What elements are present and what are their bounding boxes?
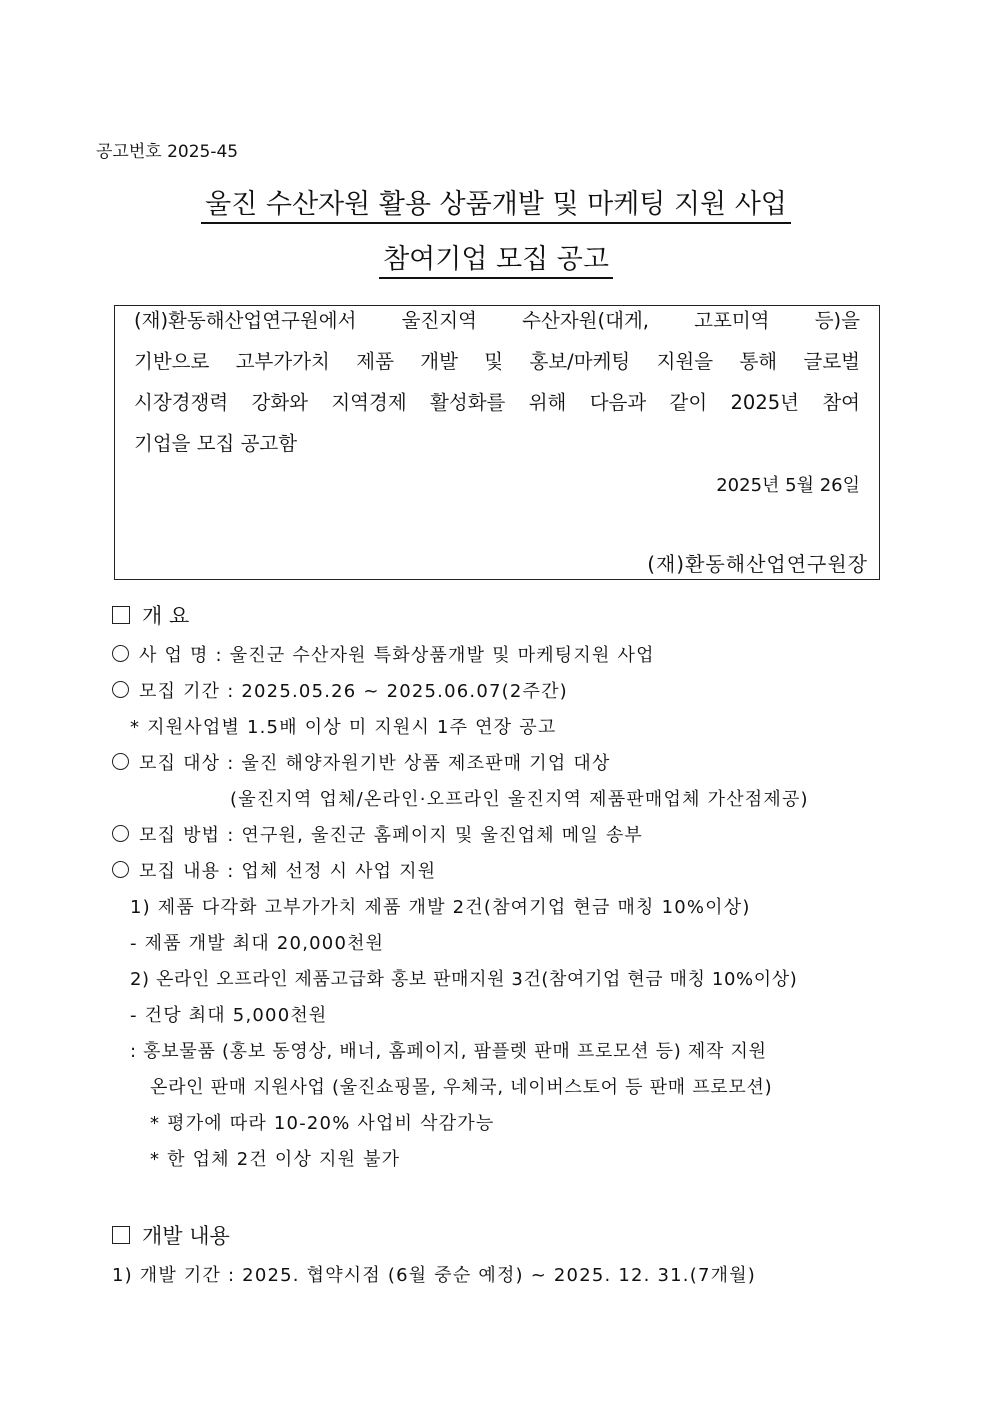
intro-line: 기반으로 고부가가치 제품 개발 및 홍보/마케팅 지원을 통해 글로벌 <box>134 350 860 373</box>
overview-item <box>112 860 436 884</box>
title-line-1: 울진 수산자원 활용 상품개발 및 마케팅 지원 사업 <box>201 189 791 224</box>
intro-line: 시장경쟁력 강화와 지역경제 활성화를 위해 다음과 같이 2025년 참여 <box>134 391 860 414</box>
circle-bullet-icon <box>112 861 129 878</box>
section-heading-text: 개 요 <box>142 604 190 628</box>
development-item: 1) 개발 기간 : 2025. 협약시점 (6월 중순 예정) ~ 2025. 12. 31.(7개월) <box>112 1265 757 1286</box>
circle-bullet-icon <box>112 645 129 662</box>
intro-line: (재)환동해산업연구원에서 울진지역 수산자원(대게, 고포미역 등)을 <box>134 309 860 332</box>
overview-item-text: 모집 기간 : 2025.05.26 ~ 2025.06.07(2주간) <box>139 681 568 702</box>
overview-item-text: 모집 대상 : 울진 해양자원기반 상품 제조판매 기업 대상 <box>139 753 611 774</box>
overview-item <box>112 752 611 776</box>
overview-item-text: 모집 내용 : 업체 선정 시 사업 지원 <box>139 861 437 882</box>
section-heading-text: 개발 내용 <box>142 1224 230 1248</box>
support-detail: 온라인 판매 지원사업 (울진쇼핑몰, 우체국, 네이버스토어 등 판매 프로모션) <box>150 1077 773 1098</box>
circle-bullet-icon <box>112 753 129 770</box>
support-note: * 평가에 따라 10-20% 사업비 삭감가능 <box>150 1113 495 1134</box>
overview-item <box>112 824 643 848</box>
page-subtitle <box>0 243 992 277</box>
notice-number: 공고번호 2025-45 <box>96 142 239 162</box>
support-detail: : 홍보물품 (홍보 동영상, 배너, 홈페이지, 팜플렛 판매 프로모션 등) 제작 지원 <box>130 1041 767 1062</box>
square-bullet-icon <box>112 1226 130 1244</box>
circle-bullet-icon <box>112 681 129 698</box>
title-line-2: 참여기업 모집 공고 <box>379 244 613 279</box>
overview-note: * 지원사업별 1.5배 이상 미 지원시 1주 연장 공고 <box>130 717 557 738</box>
support-note: * 한 업체 2건 이상 지원 불가 <box>150 1149 401 1170</box>
support-detail: - 제품 개발 최대 20,000천원 <box>130 933 385 954</box>
overview-item <box>112 680 568 704</box>
section-heading-overview <box>112 602 189 630</box>
signer: (재)환동해산업연구원장 <box>647 552 868 576</box>
overview-note: (울진지역 업체/온라인·오프라인 울진지역 제품판매업체 가산점제공) <box>230 789 809 810</box>
overview-item <box>112 644 655 668</box>
support-item: 1) 제품 다각화 고부가가치 제품 개발 2건(참여기업 현금 매칭 10%이상) <box>130 897 751 918</box>
overview-item-text: 모집 방법 : 연구원, 울진군 홈페이지 및 울진업체 메일 송부 <box>139 825 644 846</box>
circle-bullet-icon <box>112 825 129 842</box>
notice-date: 2025년 5월 26일 <box>716 475 860 496</box>
square-bullet-icon <box>112 606 130 624</box>
section-heading-development <box>112 1222 230 1250</box>
support-item: 2) 온라인 오프라인 제품고급화 홍보 판매지원 3건(참여기업 현금 매칭 10%이상) <box>130 969 798 990</box>
intro-line: 기업을 모집 공고함 <box>134 432 298 455</box>
overview-item-text: 사 업 명 : 울진군 수산자원 특화상품개발 및 마케팅지원 사업 <box>139 645 655 666</box>
support-detail: - 건당 최대 5,000천원 <box>130 1005 328 1026</box>
page-title <box>0 188 992 222</box>
